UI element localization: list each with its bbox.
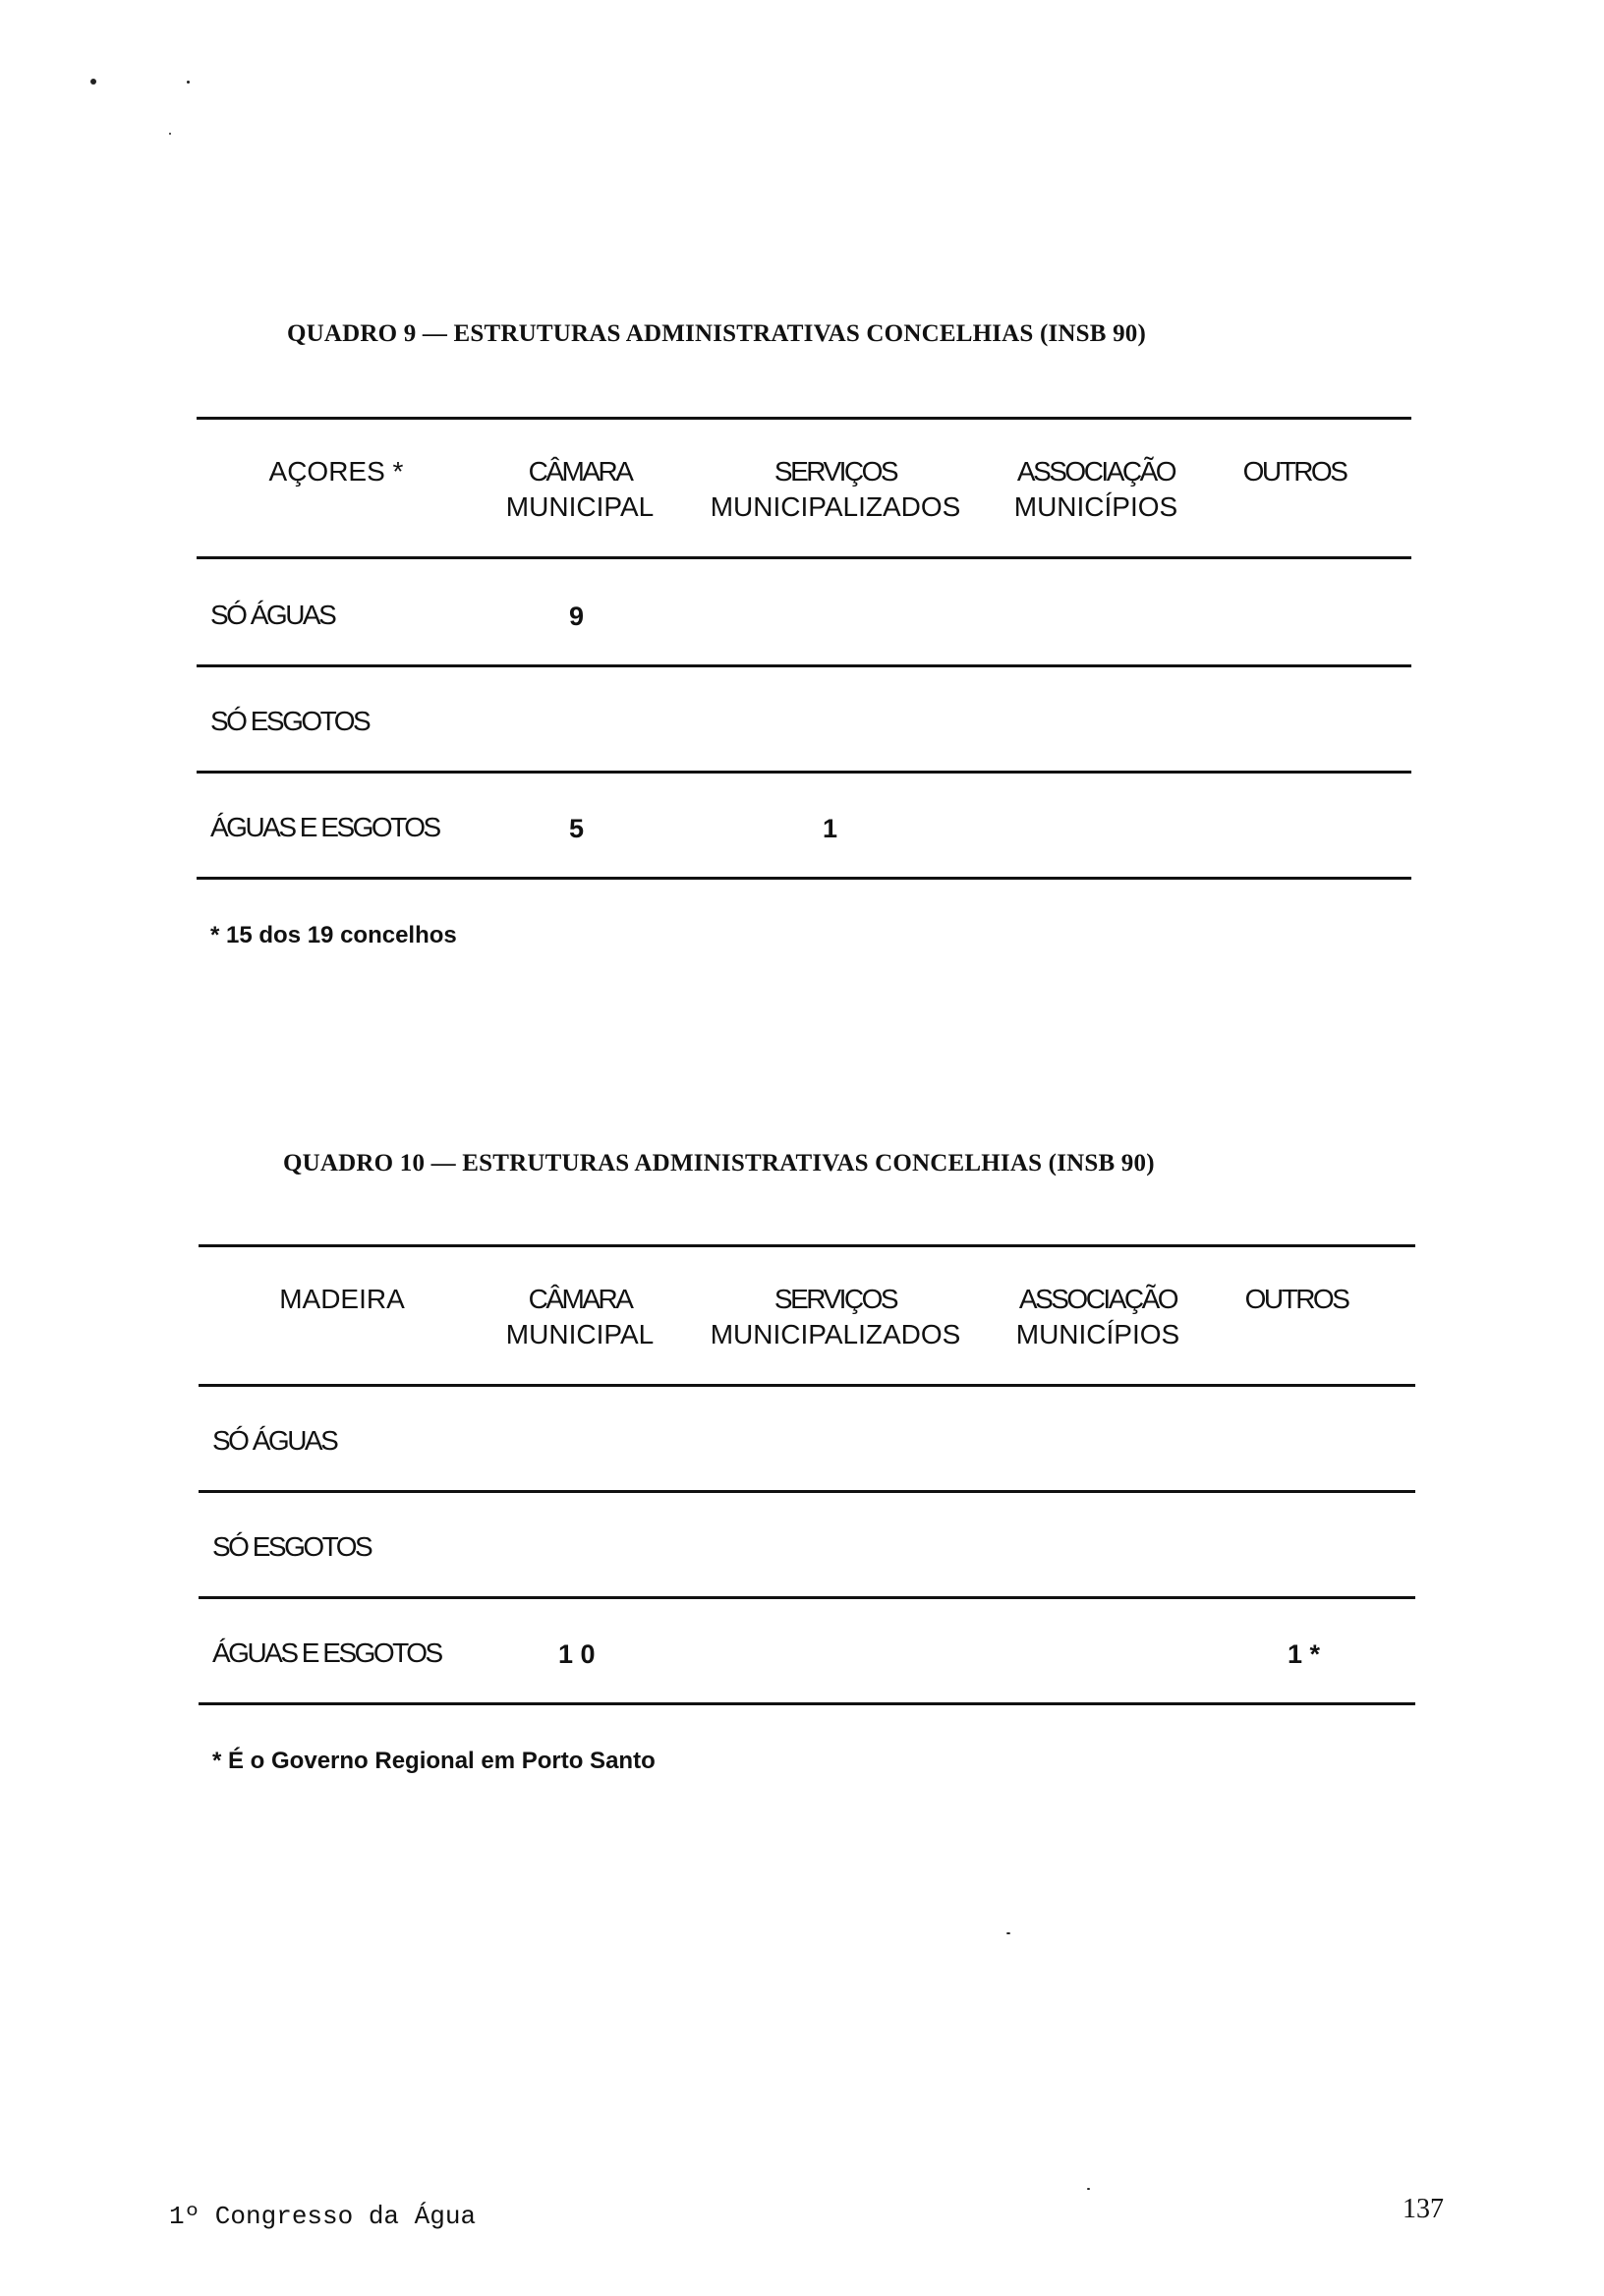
column-header-servicos: SERVIÇOS MUNICIPALIZADOS	[710, 456, 961, 522]
footnote: * É o Governo Regional em Porto Santo	[212, 1748, 656, 1774]
column-header-associacao: ASSOCIAÇÃO MUNICÍPIOS	[1015, 1284, 1180, 1349]
region-header: AÇORES *	[268, 456, 404, 487]
scan-speck	[1087, 2188, 1090, 2190]
row-rule	[199, 1490, 1415, 1493]
header-rule	[199, 1384, 1415, 1387]
row-label-aguas-e-esgotos: ÁGUAS E ESGOTOS	[212, 1637, 441, 1668]
table-bottom-rule	[199, 1702, 1415, 1705]
scan-speck	[187, 81, 190, 84]
cell-outros: 1 *	[1288, 1639, 1321, 1669]
row-label-so-aguas: SÓ ÁGUAS	[210, 600, 335, 630]
quadro-9-title: QUADRO 9 — ESTRUTURAS ADMINISTRATIVAS CONCELHIAS (INSB 90)	[287, 320, 1147, 347]
scan-speck	[169, 133, 171, 135]
row-label-so-esgotos: SÓ ESGOTOS	[210, 706, 370, 736]
header-rule	[197, 556, 1411, 559]
table-bottom-rule	[197, 877, 1411, 880]
cell-camara: 5	[569, 814, 585, 843]
quadro-10-title: QUADRO 10 — ESTRUTURAS ADMINISTRATIVAS CONCELHIAS (INSB 90)	[283, 1150, 1155, 1177]
page-number: 137	[1403, 2194, 1444, 2224]
column-header-camara: CÂMARA MUNICIPAL	[505, 456, 655, 522]
table-top-rule	[199, 1244, 1415, 1247]
column-header-servicos: SERVIÇOS MUNICIPALIZADOS	[710, 1284, 961, 1349]
region-header: MADEIRA	[279, 1284, 405, 1314]
scan-speck	[1006, 1932, 1010, 1934]
scan-speck	[90, 79, 96, 85]
row-label-aguas-e-esgotos: ÁGUAS E ESGOTOS	[210, 812, 439, 842]
column-header-associacao: ASSOCIAÇÃO MUNICÍPIOS	[1013, 456, 1178, 522]
cell-servicos: 1	[823, 814, 838, 843]
footnote: * 15 dos 19 concelhos	[210, 922, 457, 948]
row-label-so-aguas: SÓ ÁGUAS	[212, 1425, 337, 1456]
column-header-outros: OUTROS	[1242, 456, 1346, 487]
column-header-outros: OUTROS	[1244, 1284, 1348, 1314]
row-rule	[197, 664, 1411, 667]
row-label-so-esgotos: SÓ ESGOTOS	[212, 1531, 372, 1562]
conference-footer: 1º Congresso da Água	[169, 2202, 477, 2231]
table-top-rule	[197, 417, 1411, 420]
cell-camara: 1 0	[558, 1639, 596, 1669]
column-header-camara: CÂMARA MUNICIPAL	[505, 1284, 655, 1349]
cell-camara: 9	[569, 602, 585, 631]
row-rule	[199, 1596, 1415, 1599]
row-rule	[197, 771, 1411, 774]
